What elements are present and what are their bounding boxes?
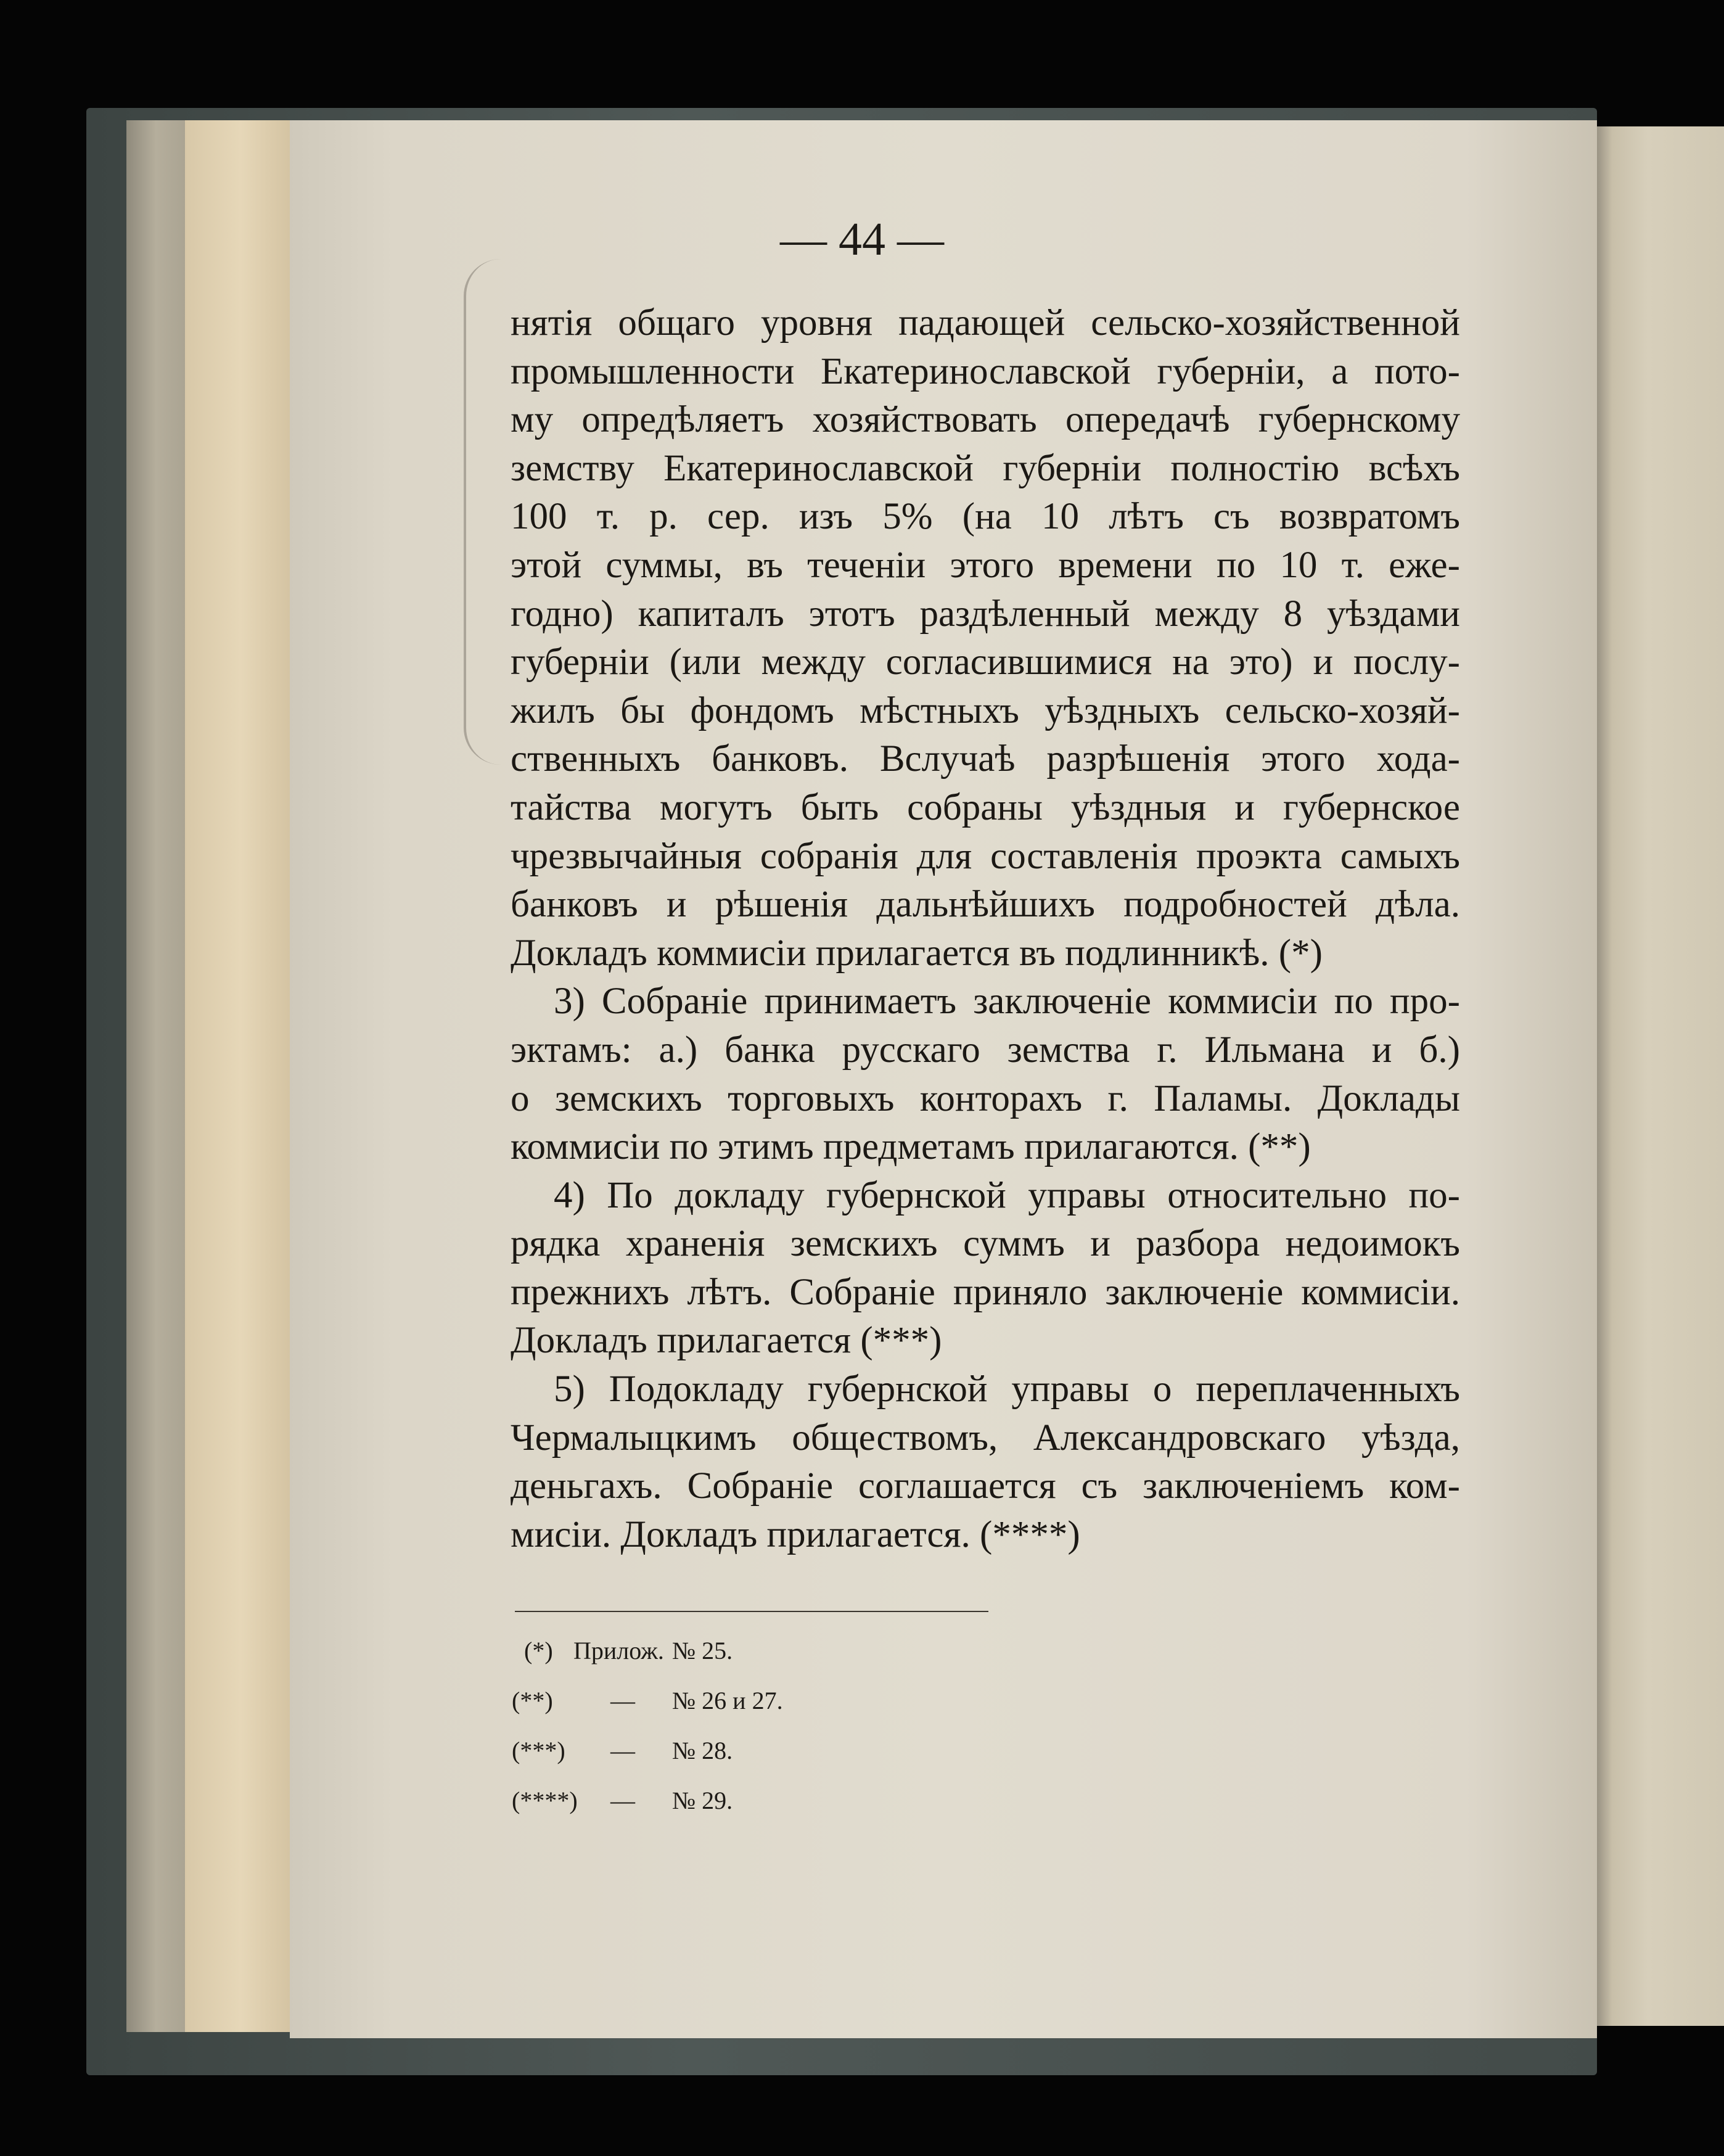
word: нятія xyxy=(511,302,593,344)
word: губернское xyxy=(1283,786,1460,828)
word: лѣтъ. xyxy=(687,1271,772,1313)
word: дальнѣйшихъ xyxy=(876,884,1095,926)
word: этотъ xyxy=(808,593,895,635)
word: про- xyxy=(1389,981,1460,1022)
word: 4) xyxy=(554,1174,585,1216)
word: русскаго xyxy=(842,1029,980,1071)
word: лѣтъ xyxy=(1109,496,1184,538)
word: т. xyxy=(596,496,620,538)
word: тайства xyxy=(511,786,631,828)
word: Подокладу xyxy=(609,1368,784,1410)
footnote-ref: — xyxy=(610,1687,635,1714)
footnote-mark: (***) xyxy=(512,1737,565,1764)
word: относительно xyxy=(1167,1174,1387,1216)
word: банковъ. xyxy=(712,738,848,780)
word: рѣшенія xyxy=(715,884,848,926)
word: полностію xyxy=(1170,447,1340,489)
word: этого xyxy=(1261,738,1345,780)
word: 10 xyxy=(1041,496,1079,538)
text-line xyxy=(511,687,1460,736)
word: принимаетъ xyxy=(764,981,957,1022)
word: уѣздныхъ xyxy=(1045,689,1200,731)
word: земскихъ xyxy=(554,1077,702,1119)
word: съ xyxy=(1081,1465,1118,1507)
footnote-ref: — xyxy=(610,1787,635,1814)
page-stack-edge xyxy=(185,120,296,2032)
footnote-number: № 29. xyxy=(672,1787,733,1814)
word: 8 xyxy=(1283,593,1303,635)
word: промышленности xyxy=(511,350,795,392)
word: самыхъ xyxy=(1340,835,1460,877)
text-line xyxy=(511,1269,1460,1317)
word: земскихъ xyxy=(790,1223,938,1265)
word: губернской xyxy=(807,1368,988,1410)
word: съ xyxy=(1213,496,1250,538)
word: прежнихъ xyxy=(511,1271,670,1313)
word: могутъ xyxy=(659,786,773,828)
word: сельско-хозяйственной xyxy=(1091,302,1460,344)
word: 3) xyxy=(554,981,585,1022)
word: общаго xyxy=(618,302,735,344)
word: соглашается xyxy=(858,1465,1056,1507)
text-line xyxy=(511,881,1460,929)
word: сельско-хозяй- xyxy=(1225,689,1460,731)
word: жилъ xyxy=(511,689,595,731)
word: Доклады xyxy=(1317,1077,1460,1119)
word: губерніи xyxy=(1003,447,1142,489)
word: послу- xyxy=(1353,641,1460,683)
word: переплаченныхъ xyxy=(1196,1368,1460,1410)
footnote-number: № 26 и 27. xyxy=(672,1687,783,1714)
text-line xyxy=(511,1075,1460,1124)
word: уѣздныя xyxy=(1070,786,1207,828)
margin-pencil-mark xyxy=(464,259,503,765)
facing-page xyxy=(1597,126,1724,2026)
text-line xyxy=(511,1414,1460,1463)
word: годно) xyxy=(511,593,614,635)
word: пото- xyxy=(1374,350,1460,392)
word: банка xyxy=(724,1029,815,1071)
word: уѣзда, xyxy=(1361,1417,1460,1459)
word: въ xyxy=(747,544,783,586)
word: торговыхъ xyxy=(728,1077,895,1119)
word: чрезвычайныя xyxy=(511,835,742,877)
word: падающей xyxy=(898,302,1065,344)
word: храненія xyxy=(625,1223,765,1265)
word: уѣздами xyxy=(1326,593,1460,635)
word: сер. xyxy=(707,496,770,538)
word: разрѣшенія xyxy=(1046,738,1230,780)
word: по xyxy=(1216,544,1256,586)
word: хозяйствовать xyxy=(812,399,1037,441)
footnote-mark: (****) xyxy=(512,1787,578,1814)
word: Ильмана xyxy=(1204,1029,1345,1071)
word: Паламы. xyxy=(1154,1077,1292,1119)
word: приняло xyxy=(953,1271,1088,1313)
word: Собраніе xyxy=(789,1271,935,1313)
word: проэкта xyxy=(1196,835,1322,877)
word: разбора xyxy=(1136,1223,1260,1265)
word: деньгахъ. xyxy=(511,1465,662,1507)
word: а xyxy=(1331,350,1348,392)
word: хода- xyxy=(1376,738,1460,780)
word: эктамъ: xyxy=(511,1029,632,1071)
word: Чермалыцкимъ xyxy=(511,1417,757,1459)
word: а.) xyxy=(659,1029,698,1071)
word: по xyxy=(1334,981,1373,1022)
word: теченіи xyxy=(807,544,926,586)
word: собранія xyxy=(760,835,898,877)
word: и xyxy=(1313,641,1334,683)
text-line xyxy=(511,1026,1460,1075)
text-line xyxy=(511,541,1460,590)
word: губернской xyxy=(826,1174,1006,1216)
word: и xyxy=(1234,786,1255,828)
word: Екатеринославской xyxy=(663,447,974,489)
word: заключеніемъ xyxy=(1143,1465,1365,1507)
word: подробностей xyxy=(1123,884,1347,926)
page-number: — 44 — xyxy=(780,213,944,265)
word: земству xyxy=(511,447,634,489)
word: и xyxy=(1371,1029,1392,1071)
text-line xyxy=(511,735,1460,784)
word: это) xyxy=(1229,641,1293,683)
word: времени xyxy=(1058,544,1192,586)
word: Александровскаго xyxy=(1033,1417,1326,1459)
word: суммы, xyxy=(605,544,723,586)
text-line: Докладъ прилагается (***) xyxy=(511,1320,942,1362)
word: 100 xyxy=(511,496,567,538)
word: (на xyxy=(962,496,1012,538)
word: заключеніе xyxy=(973,981,1152,1022)
word: му xyxy=(511,399,554,441)
word: уровня xyxy=(761,302,873,344)
word: для xyxy=(916,835,972,877)
text-line: коммисіи по этимъ предметамъ прилагаются. (**) xyxy=(511,1126,1311,1168)
text-line xyxy=(511,784,1460,833)
word: опредѣляетъ xyxy=(581,399,784,441)
word: собраны xyxy=(907,786,1043,828)
word: ственныхъ xyxy=(511,738,681,780)
text-line xyxy=(511,396,1460,445)
word: Собраніе xyxy=(687,1465,834,1507)
text-line xyxy=(511,977,1460,1026)
word: и xyxy=(1090,1223,1110,1265)
word: б.) xyxy=(1419,1029,1460,1071)
text-line: мисіи. Докладъ прилагается. (****) xyxy=(511,1513,1080,1555)
word: составленія xyxy=(990,835,1178,877)
word: управы xyxy=(1011,1368,1129,1410)
word: бы xyxy=(620,689,665,731)
word: обществомъ, xyxy=(792,1417,998,1459)
word: Собраніе xyxy=(601,981,748,1022)
word: этой xyxy=(511,544,582,586)
text-line xyxy=(511,590,1460,639)
word: коммисіи xyxy=(1168,981,1318,1022)
word: быть xyxy=(800,786,879,828)
footnote-rule xyxy=(515,1611,988,1612)
text-line: Докладъ коммисіи прилагается въ подлинникѣ. (*) xyxy=(511,932,1323,974)
word: управы xyxy=(1028,1174,1146,1216)
word: по- xyxy=(1408,1174,1460,1216)
word: докладу xyxy=(675,1174,805,1216)
word: о xyxy=(511,1077,530,1119)
word: заключеніе xyxy=(1105,1271,1284,1313)
word: коммисіи. xyxy=(1301,1271,1460,1313)
word: земства xyxy=(1007,1029,1130,1071)
word: капиталъ xyxy=(638,593,784,635)
word: опередачѣ xyxy=(1065,399,1230,441)
word: конторахъ xyxy=(919,1077,1083,1119)
footnote-ref: Прилож. xyxy=(573,1637,664,1664)
word: о xyxy=(1152,1368,1172,1410)
word: рядка xyxy=(511,1223,601,1265)
footnote-number: № 28. xyxy=(672,1737,733,1764)
word: губернскому xyxy=(1258,399,1460,441)
text-line xyxy=(511,833,1460,881)
word: 5) xyxy=(554,1368,585,1410)
word: ком- xyxy=(1389,1465,1460,1507)
word: По xyxy=(607,1174,653,1216)
text-line xyxy=(511,638,1460,687)
word: этого xyxy=(950,544,1035,586)
word: всѣхъ xyxy=(1368,447,1460,489)
word: г. xyxy=(1107,1077,1128,1119)
footnote-number: № 25. xyxy=(672,1637,733,1664)
word: изъ xyxy=(798,496,853,538)
footnote-mark: (**) xyxy=(512,1687,553,1714)
text-line xyxy=(511,1462,1460,1511)
word: Екатеринославской xyxy=(820,350,1131,392)
word: фондомъ xyxy=(690,689,834,731)
word: губерніи xyxy=(511,641,649,683)
word: т. xyxy=(1341,544,1365,586)
word: губерніи, xyxy=(1157,350,1305,392)
word: р. xyxy=(649,496,678,538)
word: банковъ xyxy=(511,884,638,926)
word: 5% xyxy=(882,496,933,538)
word: (или xyxy=(669,641,741,683)
footnote-mark: (*) xyxy=(524,1637,553,1664)
word: мѣстныхъ xyxy=(860,689,1019,731)
word: между xyxy=(1154,593,1259,635)
text-line xyxy=(511,348,1460,397)
word: еже- xyxy=(1389,544,1460,586)
body-text xyxy=(511,299,1460,1559)
word: возвратомъ xyxy=(1279,496,1460,538)
footnote-ref: — xyxy=(610,1737,635,1764)
word: согласившимися xyxy=(885,641,1152,683)
word: и xyxy=(666,884,687,926)
word: 10 xyxy=(1279,544,1318,586)
text-line xyxy=(511,1365,1460,1414)
word: между xyxy=(761,641,866,683)
word: раздѣленный xyxy=(919,593,1130,635)
text-line xyxy=(511,1172,1460,1220)
text-line xyxy=(511,1220,1460,1269)
word: недоимокъ xyxy=(1285,1223,1460,1265)
text-line xyxy=(511,445,1460,493)
word: Вслучаѣ xyxy=(879,738,1016,780)
word: суммъ xyxy=(963,1223,1065,1265)
word: на xyxy=(1172,641,1209,683)
text-line xyxy=(511,493,1460,541)
text-line xyxy=(511,299,1460,348)
word: дѣла. xyxy=(1376,884,1460,926)
word: г. xyxy=(1157,1029,1178,1071)
